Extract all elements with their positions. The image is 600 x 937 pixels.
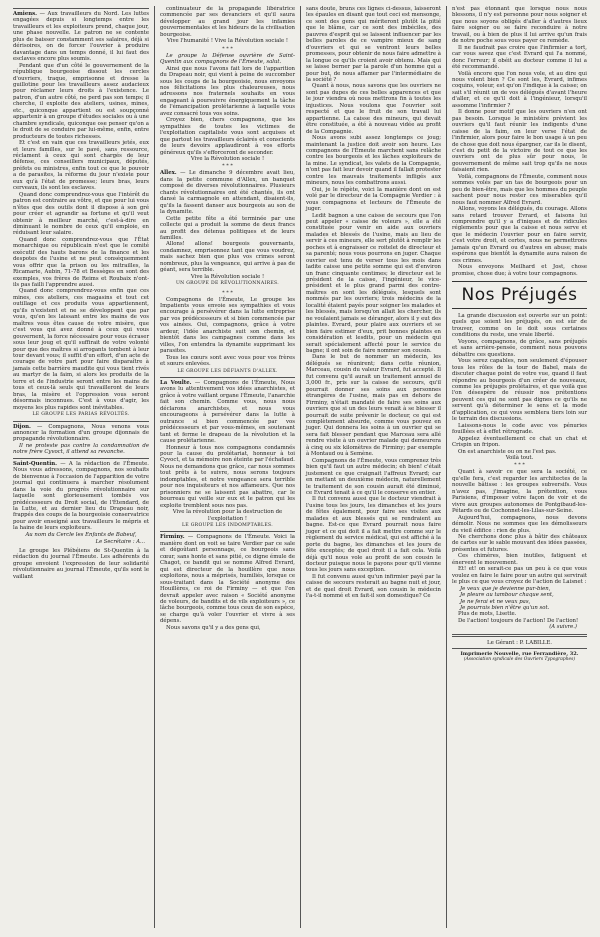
c2-p4: Croyez bien, chers compagnons, que les sympathies de toutes les victimes de l'exploitation capitaliste vous sont acquises et que partout les travailleurs éclairés et conscients de leurs devoirs applaudiront à vos efforts généreux qu'ils s'efforceront de seconder. <box>160 117 295 156</box>
printer-association: (Association syndicale des Ouvriers Typographes) <box>463 657 576 663</box>
prejuges-p1: La grande discussion est ouverte sur un point: quels que soient les préjugés, on est sûr de trouver, comme on le doit sous certaines conditions du reste, une vraie liberté. <box>452 313 587 339</box>
prejuges-p8: Aujourd'hui, compagnons, nous devons démolir. Nous ne sommes que les démolisseurs du vieil édifice : rien de plus. <box>452 514 587 534</box>
amiens-p5: Quand donc comprendrez-vous que l'État monarchique ou républicain n'est que le comité exécutif des hauts barons de la finance et les despotes de l'usine et ne peut conséquemment vous offrir que la prison ou les mitrailles, la Ricamarie, Aubin, 71-78 et Bessèges en sont des exemples, vos frères de Reims et Roubaix n'ont-ils pas failli l'apprendre aussi. <box>13 236 149 289</box>
column-2 <box>154 6 300 928</box>
prejuges-p3: Vous serez capables, non seulement d'épouser tous les rôles de la tour de Babel, mais de discuter chaque point de votre vue, quand il faut répondre au bourgeois d'un créer de nouveaux, comme les préjugés prolétaires, et que voilà que l'on désespère de réussir nos prétentions peuvent ces qui ne sont pas dignes ce qu'ils ne servent qu'à déterminer le sens et la mode d'application, ce qui vous semblera tiers loin sur le terrain des discussions. <box>452 358 587 423</box>
c2-p1: continuateur de la propagande libératrice commencée par ses devanciers et qu'il saura développer au grand jour les infamies gouvernementales et les hideurs de la civilisation bourgeoise. <box>160 6 295 38</box>
stars-separator: * * * <box>222 163 233 170</box>
article-dijon <box>13 424 149 443</box>
prejuges-p13: De l'action! toujours de l'action! De l'action! <box>458 617 579 624</box>
prejuges-p12: Plus de mots, Lisette. <box>458 611 517 618</box>
allex-p2: Cette petite fête a été terminée par une collecte qui a produit la somme de deux francs au profit des détenus politiques et de leurs familles. <box>160 215 295 241</box>
firminy-p1: — Compagnons de l'Émeute. Voici la manière dont on voit se taire Verdier par ce sale et dégoûtant personnage, ce bourgeois sans cœur, sans honte et sans pitié, ce digne émule de Chagot, ce bandit qui se nomme Alfred Evrard, qui est directeur de la houillère que nous exploitons, nous a méprisés, humiliés, lorsque ce sous-traitant dans la Société anonyme des Houillères, ce roi de Firminy — et que l'on devrait appeler avec raison « Société anonyme de voleurs, de bandits et de vils exploiteurs », ce lâche bourgeois, comme tous ceux de son espèce, se charge qu'à voler l'ouvrier et vivre à ses dépens. <box>160 534 295 625</box>
amiens-p1: — Aux travailleurs du Nord. Les luttes engagées depuis si longtemps entre les travailleurs et les exploiteurs prend, chaque jour, une phase nouvelle. Le patron ne se contente plus de baisser constamment ses salaires, déjà si dérisoires, on de forcer l'ouvrier à produire davantage dans un temps donné, il lui faut des esclaves encore plus soumis. <box>13 11 150 63</box>
stars-separator: * * * <box>222 45 233 52</box>
c2-p3: Ainsi que nous l'avons fait lors de l'apparition du Drapeau noir, qui vient à peine de succomber sous les coups de la bourgeoisie, nous envoyons nos félicitations les plus chaleureuses, nous adressons nos fraternels souhaits en vous engageant à poursuivre énergiquement la tâche de l'émancipation prolétarienne à laquelle vous avez consacré tous vos soins. <box>160 65 295 117</box>
printer-name: Imprimerie Nouvelle, rue Ferrandière, 32. <box>460 651 579 658</box>
verse-line: Je pourrais bien n'être qu'un sot. <box>460 604 550 611</box>
allex-p1: — Le dimanche 9 décembre avait lieu, dans la petite commune d'Allex, un banquet composé de diverses révolutionnaires. Plusieurs chants révolutionnaires ont été chantés, ils ont dansé la carmagnole en attendant, disaient-ils, qu'ils la fassent danser aux bourgeois au son de la dynamite. <box>160 170 295 216</box>
c4-p7: Nous envoyons Meilhard et Jost, chose promise, chose due; à votre tour compagnons. <box>452 264 587 277</box>
prejuges-p6b: Voilà tout. <box>505 455 534 461</box>
dijon-p1: — Compagnons, Nous venons vous annoncer la formation d'un groupe dijonnais de propagande révolutionnaire. <box>13 423 149 443</box>
dijon-p2: Il ne proteste pas contre la condamnation de notre frère Cyvoct, il attend sa revanche. <box>13 442 149 456</box>
heading-dijon: Dijon. <box>13 423 31 430</box>
prejuges-p11: Et! et! on serait-ce pas un peu à ce que vous voulez en faire le faire pour un autre qui servirait le plus ce que vous croyez de l'action de Laisnet : <box>452 566 587 586</box>
article-la-voulte <box>160 380 295 445</box>
amiens-p2: Pendant que d'un côté le gouvernement de la république bourgeoise dissout les cercles d'ouvriers, traque, emprisonne et dresse la guillotine pour les travailleurs assez audacieux pour réclamer leurs droits à l'existence. Le patron, d'un autre côté, ne perd pas son temps; il cherche, il exploite des ateliers, usines, mines, etc., quiconque appartient ou est soupçonné appartenir à un groupe d'études sociales ou à une chambre syndicale, quiconque ose penser qu'on a le droit de se conduire par lui-même, enfin, entre producteurs de toutes richesses. <box>13 62 149 140</box>
divider <box>160 377 295 378</box>
c2-p5: Compagnons de l'Émeute, Le groupe les Impatients vous envoie ses sympathies et vous encourage à persévérer dans la lutte entreprise par vos prédécesseurs et si bien commencée par vos ainées. Oui, compagnons, grâce à votre ardeur, l'idée anarchiste suit son chemin, et bientôt dans les campagnes comme dans les villes, l'on entendra la dynamite supprimant les parasites. <box>160 296 295 355</box>
c4-p6: Allons, voyons les délégués, du courage. Allons sans retard trouver Evrard, et faisons lui comprendre qu'il y a d'iniques et de ridicules réglements pour que la caisse et nous serve et que le médecin l'ouvrier pour en faire servir, c'est votre droit, et certes, nous ne permettrons jamais qu'un Evrard ou d'autres en abuse; mais espérons que bientôt la dynamite aura raison de ces crimes. <box>452 206 587 264</box>
prejuges-p6: On est anarchiste ou on ne l'est pas. <box>458 448 557 455</box>
divider <box>452 648 587 649</box>
prejuges-p2: Voyons, compagnons, de grâce, sans préjugés et sans arrière-pensée, comment nous pouvons débattre ces questions. <box>452 338 587 358</box>
stars-separator: * * * <box>222 289 233 296</box>
divider <box>13 458 149 459</box>
c3-p4: Oui, je le répète, voici la manière dont on est volé par le directeur de la Compagnie Verdier : à vous compagnons et lecteurs de l'Émeute de juger. <box>306 186 441 213</box>
allex-signature: UN GROUPE DE RÉVOLUTIONNAIRES. <box>175 281 280 287</box>
amiens-p3: Et c'est en vain que ces travailleurs jetés, eux et leurs familles, sur le pavé, sans ressource, réclament à ceux qui sont chargés de leur défense, ces conseillers municipaux, députés, préfets ou ministres, enfin tout ce que le pouvoir a de parasites, la réforme du jour n'existe pour eux qu'à l'état de promesse; leurs bras, leurs cerveaux, ils sont les esclaves. <box>13 140 149 192</box>
heading-la-voulte: La Voulte. <box>160 380 192 387</box>
amiens-p4: Quand donc comprendrez-vous que l'intérêt du patron est contraire au vôtre, et que pour lui vous n'êtes que des outils dont il dispose à son gré pour créer et agrandir sa fortune et qu'il veut obtenir à meilleur marché, c'est-à-dire en diminuant le nombre de ceux qu'il emploie, en réduisant leur salaire. <box>13 191 149 237</box>
prejuges-p5: Appelez éventuellement ce chat un chat et Crispin un fripon. <box>452 435 587 449</box>
c3-p6: Dans le but de nommer un médecin, les délégués se réunirent; dans cette réunion, Marceau, cousin du valeur Evrard, fut accepté. Il fut convenu qu'il aurait un traitement annuel de 3,000 fr., pris sur la caisse de secours, qu'il pourrait donner ses soins aux personnes étrangères de l'usine, mais pas en dehors de Firminy, n'était mandaté de faire ses soins aux ouvriers que si un des leurs venait à se blesser il pourrait de suite prévenir le docteur, ce qui est complètement absurde, comme vous pouvez en juger. Qui donnera les soins à un ouvrier qui se sera fait blesser pendant que Marceau sera allé rendre visite à un ouvrier malade qui demeurera à cinq ou six kilomètres de Firminy; par exemple à Montaud ou à Semène. <box>306 354 441 458</box>
c3-p5: Ledit bagnon a une caisse de secours que l'on peut appeler « caisse de voleurs », elle a été constituée pour venir en aide aux ouvriers malades et blessés de l'usine, mais au lieu de servir à ces mineurs, elle sert plutôt à remplir les poches et à engraisser ce roitelet de directeur et sa parenté; nous vous pourrons en juger. Chaque ouvrier est tenu de verser tous les mois dans ladite caisse une petite somme qui est d'environ un franc cinquante centimes; le directeur est le président de la caisse, l'ingénieur, le vice-président et le plus grand parmi des contre-maîtres en sont les délégués, lesquels sont nommés par les ouvriers; trois médecins de la localité étaient payés pour soigner les malades et les blessés, mais lorsqu'on allait les chercher, ils ne voulaient jamais se déranger, alors il y eut des plaintes. Evrard, pour plaire aux ouvriers et se bien faire estimer d'eux, prit bonnes plaintes en considération et lesdits, pour un médecin qui serait spécialement affecté pour le service du bagne; il ont soin de faire nommer son cousin. <box>306 212 441 355</box>
heading-amiens: Amiens. <box>13 11 37 17</box>
c3-p8: Il fut convenu aussi que le docteur viendrait à l'usine tous les jours, les dimanches et les jours de fêtes également, pour faire ses visites aux malades et aux blessés qui se rendraient au bagne. Est-ce que Evrard pourrait nous faire juger et ce qui doit il a fait mettre comme sur le règlement du service médical, qui est affiché à la porte du bagne, les dimanches et les jours de fête exceptés; de quel droit il a fait cela. Voilà déjà qu'il nous vole au profit de son cousin le docteur puisque nous le payons pour qu'il vienne tous les jours sans exception. <box>306 496 441 574</box>
divider <box>160 531 295 532</box>
c2-p4b: Vive la Révolution sociale ! <box>190 155 265 162</box>
article-allex <box>160 170 295 215</box>
amiens-p6: Quand donc comprendrez-vous enfin que ces mines, ces ateliers, ces magasins et tout cet outillage et ces produits vous appartiennent, qu'ils n'existent et ne se développent que par vous, qu'en les laissant entre les mains de vos maîtres vous êtes cause de votre misère, que c'est vous qui avez donné à ceux qui vous gouvernent, la force nécessaire pour vous écraser sous leur joug et qu'il suffirait de votre volonté pour que des maîtres si arrogants tombent à leur tour devant vous; il suffit d'un effort, d'un acte de courage de votre part pour faire disparaître à jamais cette barrière maudite qui vous tient rivés au martyr de la faim, si alors les produits de la terre et de l'industrie seront entre les mains de tous et ceux-là seuls qui travailleront de leurs bras, la misère et l'oppression vous seront désormais inconnues. C'est à vous d'agir, les moyens les plus rapides sont inévitables. <box>13 288 149 411</box>
verse-line: Je ne ferai et ne veux pas, <box>460 598 531 605</box>
voulte-p2: Honneur à tous nos compagnons condamnés pour la cause du prolétariat, honneur à toi Cyvoct, et ta mémoire non éteinte par l'échafaud. Nous ne demandons que grâce, car nous sommes tout prêts à te suivre, nous serons toujours indomptables, et notre vengeance sera terrible pour nos inquisiteurs et nos affameurs. Que nos prisonniers ne se laissent pas abattre, car le bourreau qui veille sur eux et le patron qui les exploite tremblent sous nos pas. <box>160 444 295 509</box>
allex-p3b: Vive la Révolution sociale ! <box>190 273 265 280</box>
article-amiens-intro <box>13 11 149 63</box>
voulte-p1: — Compagnons de l'Émeute, Nous avons lu attentivement vos idées anarchistes, et grâce à votre vaillant organe l'Émeute, l'anarchie fait son chemin. Comme vous, nous nous déclarons anarchistes, et nous vous encourageons à persévérer dans la lutte à outrance si bien commencée par vos prédécesseurs et par vous-mêmes, en soutenant tant et ferme le drapeau de la révolution et la cause prolétarienne. <box>160 380 295 445</box>
c2-p6-signature: LE GROUPE LES DÉFIANTS D'ALLEX. <box>177 368 278 374</box>
column-4 <box>446 6 592 928</box>
stq-p2: Au nom du Cercle les Enfants de Babeuf, <box>25 531 137 538</box>
c4-p4: Il donne pour motif que les ouvriers n'en ont pas besoin. Lorsque le ministère prévient les ouvriers qu'il faut réunir les indigents d'une caisse de la faim, on leur verse l'état de l'infirmier, alors pour faire le bon usage à un peu de chose que doit nous épargner, car ils le disent, c'est du petit de la victoire de tout ce que les ouvriers ont de plus sûr pour nous, le gouvernement de même sait trop qu'ils ne nous faisaient rien. <box>452 109 587 174</box>
column-1 <box>8 6 154 928</box>
c4-p5: Voilà, compagnons de l'Émeute, comment nous sommes volés par un tas de bourgeois pour un peu de bien-être, mais que les hommes du peuple sachent pour nous rester ces miserables qu'il nous faut nommer Alfred Evrard. <box>452 173 587 206</box>
verse-line: Je pleure au tambour chaque sent, <box>460 592 554 599</box>
voulte-p3: Vive la révolution pour la destruction de l'exploitation ! <box>172 509 283 522</box>
to-be-continued: (A suivre.) <box>549 624 577 631</box>
columns <box>8 6 592 928</box>
column-3 <box>300 6 446 928</box>
voulte-signature: LE GROUPE LES INDOMPTABLES. <box>181 522 274 528</box>
allex-p3: Allons! allons! bourgeois gouvernants, condamnez, emprisonnez tant que vous voudrez, mais sachez bien que plus vos crimes seront nombreux, plus la vengeance, qui arrive à pas de géant, sera terrible. <box>160 241 295 274</box>
amiens-signature: LE GROUPE LES PARIAS RÉVOLTÉS. <box>32 412 130 418</box>
publisher-manager: Le Gérant : P. LABILLE. <box>487 639 552 646</box>
c3-p1: sans doute, bruns ces lignes ci-dessus, laisseront les épaules en disant que tout ceci est mensonge, ce sont des gens qui mériteront plutôt la pitié que le blâme, car ce sont des imbéciles, des pauvres d'esprit qui se laissent influencer par les belles paroles de ce vampire mieux de sang d'ouvriers et qui se ventront leurs belles promesses, pour obtenir de nous faire admettre à la longue ce qu'ils croient avoir obtenu. Mais qui se laisse berner par la parole d'un homme qui a pour but, de nous affamer par l'intermédiaire de la société ? <box>306 6 441 83</box>
c2-p2: Le groupe la Défense ouvrière de Saint-Quentin aux compagnons de l'Émeute, salut. <box>160 52 295 66</box>
article-firminy <box>160 534 295 624</box>
c3-p9: Il fut convenu aussi qu'un infirmier payé par la caisse de secours resterait au bagne nuit et jour, et de quel droit Evrard, son cousin le médecin l'a-t-il nommé et en fait-il son domestique? Ce <box>306 573 441 600</box>
divider <box>13 8 149 9</box>
heading-firminy: Firminy. <box>160 534 185 541</box>
c3-p2: Quant à nous, nous savons que les ouvriers ne sont pas dupes de ces belles apparences et que le jour viendra où nous mettrons fin à toutes les injustices. Nous voulons que l'ouvrier soit respecté et que le fruit de son travail lui appartienne. La caisse des mineurs, qui devait être constituée, a été à nouveau vidée au profit de la Compagnie. <box>306 83 441 135</box>
stq-p1: — A la rédaction de l'Émeute. Nous vous adressons, compagnons, nos souhaits de bienvenue à l'occasion de l'apparition de votre journal qui continuera à marcher résolument dans la voie du progrès révolutionnaire sur laquelle sont glorieusement tombés vos prédécesseurs du Droit social, de l'Étendard, de la Lutte, et au dernier lieu du Drapeau noir, frappés des coups de la bourgeoisie conservatrice pour avoir enseigné aux travailleurs le mépris et la haine de leurs exploiteurs. <box>13 460 150 532</box>
section-title-nos-prejuges: Nos Préjugés <box>452 281 587 309</box>
c3-p3: Nous avons subi assez longtemps ce joug; maintenant la justice doit avoir son heure. Les compagnons de l'Émeute marchent sans relâche contre les bourgeois et les lâches exploiteurs de la mine. Le syndicat, les valets de la Compagnie, n'ont pas fait leur devoir quand il fallait protester contre les mauvais traitements infligés aux mineurs, nous les combattrons aussi. <box>306 135 441 187</box>
double-divider <box>452 634 587 637</box>
c4-p3: Voilà encore que l'on nous vole, et au dire qui nous volent bien ? Ce sont les, Evrard, infimes coquins, voleur, est qu'on l'indique à la caisse; on sait s'il réunit un de vos délégués d'avant l'heure d'aller, et ce qu'il doit à l'ingénieur, lorsqu'il assomme l'infirmier ? <box>452 70 587 109</box>
divider <box>13 421 149 422</box>
stq-signature: Le Secrétaire : A... <box>95 539 145 546</box>
prejuges-p4: Laissons-nous le code avec vos pénuries fouillées et à effet rétrograde. <box>452 422 587 436</box>
prejuges-p9: Ne cherchons donc plus à bâtir des châteaux de cartes sur le sable mouvant des idées passées, présentes et futures. <box>452 533 587 553</box>
c2-p1b: Vive l'humanité ! Vive la Révolution sociale ! <box>167 38 288 45</box>
heading-saint-quentin: Saint-Quentin. <box>13 460 57 467</box>
prejuges-p10: Ces chimères, bien inutiles, fatiguent et énervent le mouvement. <box>452 553 587 566</box>
prejuges-p7: Quant à savoir ce que sera la société, ce qu'elle fera, c'est regarder les architectes de la nouvelle bâtisse : les groupes subversifs. Vous n'avez pas, j'imagine, la prétention, vous Parisiens, d'imposer votre façon de voir et de vivre aux groupes autonomes de Pontgibaud-les-Pétards ou de Cochonnet-les-Lilas-sur-Seine. <box>452 469 587 515</box>
c4-p1: n'est pas étonnant que lorsque nous nous blessons, il n'y est personne pour nous soigner et que nous soyons obligés d'aller à d'autres lieux faire soigner ou se faire reconduire à notre travail, ou à bien de plus il lui arrive qu'un frais de notre poche sous vous payer ce remède. <box>452 6 587 45</box>
c2-p6: Tous les cœurs sont avec vous pour vos frères et sœurs enlevées. <box>160 354 295 368</box>
stars-separator: * * * <box>514 462 525 469</box>
firminy-p2: Nous savons qu'il y a des gens qui, <box>166 624 261 631</box>
heading-allex: Allex. <box>160 170 177 177</box>
verse-line: Je veux que je devienne pur-bien, <box>460 585 551 592</box>
c3-p7: Compagnons de l'Émeute, vous comprenez très bien qu'il faut un autre médecin; eh bien! c'était justement ce que craignait l'affreux Evrard; car en mettant un deuxième médecin, naturellement le traitement de son cousin aurait été diminué, ce Evrard tenait à ce qu'il le conserve en entier. <box>306 457 441 496</box>
stq-p3: Le groupe les Plébéiens de St-Quentin à la rédaction du journal l'Émeute. Les adhérents du groupe envoient l'expression de leur solidarité révolutionnaire au journal l'Émeute, qu'ils sont le vaillant <box>13 547 149 580</box>
c4-p2: Il ne faudrait pas croire que l'infirmier a tort, car vous savez que c'est Evrard qui l'a nommé, donc l'erreur; il obéit au docteur comme il lui a été recommandé. <box>452 44 587 71</box>
article-saint-quentin <box>13 461 149 532</box>
